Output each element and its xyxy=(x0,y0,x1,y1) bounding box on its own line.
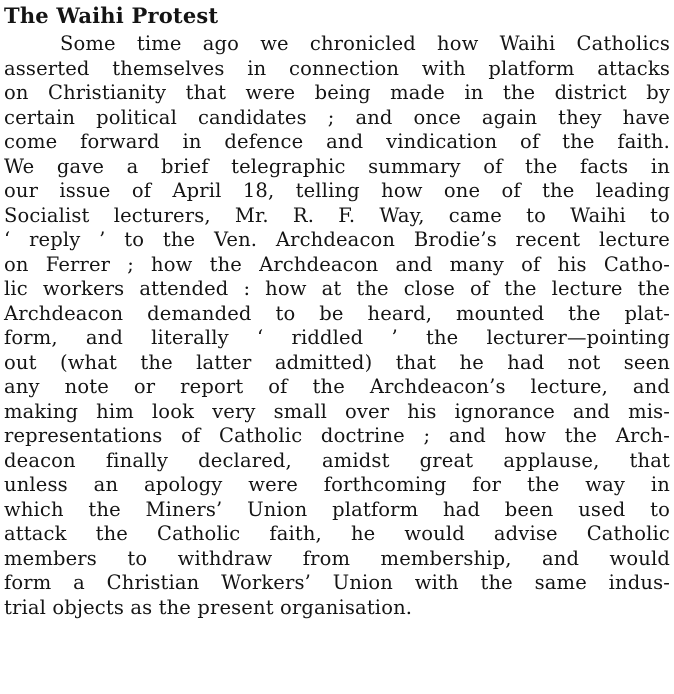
article-line: Socialist lecturers, Mr. R. F. Way, came to Waihi to xyxy=(4,203,670,227)
article-line: lic workers attended : how at the close of the lecture the xyxy=(4,277,670,300)
article-line: asserted themselves in connection with platform attacks xyxy=(4,56,670,80)
article-line: representations of Catholic doctrine ; and how the Arch- xyxy=(4,424,670,447)
article-line: We gave a brief telegraphic summary of the facts in xyxy=(4,154,670,178)
article-line: certain political candidates ; and once again they have xyxy=(4,105,670,129)
article-line: Archdeacon demanded to be heard, mounted the plat- xyxy=(4,301,670,325)
article-body xyxy=(4,32,670,620)
article-line: form, and literally ‘ riddled ’ the lecturer—pointing xyxy=(4,326,670,349)
article-line: on Ferrer ; how the Archdeacon and many of his Catho- xyxy=(4,252,670,276)
article-line: come forward in defence and vindication of the faith. xyxy=(4,130,670,153)
article-line: deacon finally declared, amidst great applause, that xyxy=(4,448,670,472)
article-line: unless an apology were forthcoming for the way in xyxy=(4,473,670,496)
article-line: which the Miners’ Union platform had been used to xyxy=(4,497,670,521)
article xyxy=(4,0,670,620)
article-line: members to withdraw from membership, and would xyxy=(4,546,670,570)
article-line: form a Christian Workers’ Union with the same indus- xyxy=(4,571,670,594)
article-line: Some time ago we chronicled how Waihi Catholics xyxy=(60,32,670,55)
article-line: our issue of April 18, telling how one of the leading xyxy=(4,179,670,202)
article-line: making him look very small over his ignorance and mis- xyxy=(4,399,670,423)
article-line: attack the Catholic faith, he would advise Catholic xyxy=(4,522,670,545)
article-line: on Christianity that were being made in the district by xyxy=(4,81,670,104)
article-line: out (what the latter admitted) that he had not seen xyxy=(4,350,670,374)
article-line: trial objects as the present organisation. xyxy=(4,595,413,619)
article-line: ‘ reply ’ to the Ven. Archdeacon Brodie’s recent lecture xyxy=(4,228,670,251)
article-line: any note or report of the Archdeacon’s lecture, and xyxy=(4,375,670,398)
article-title: The Waihi Protest xyxy=(4,3,219,28)
